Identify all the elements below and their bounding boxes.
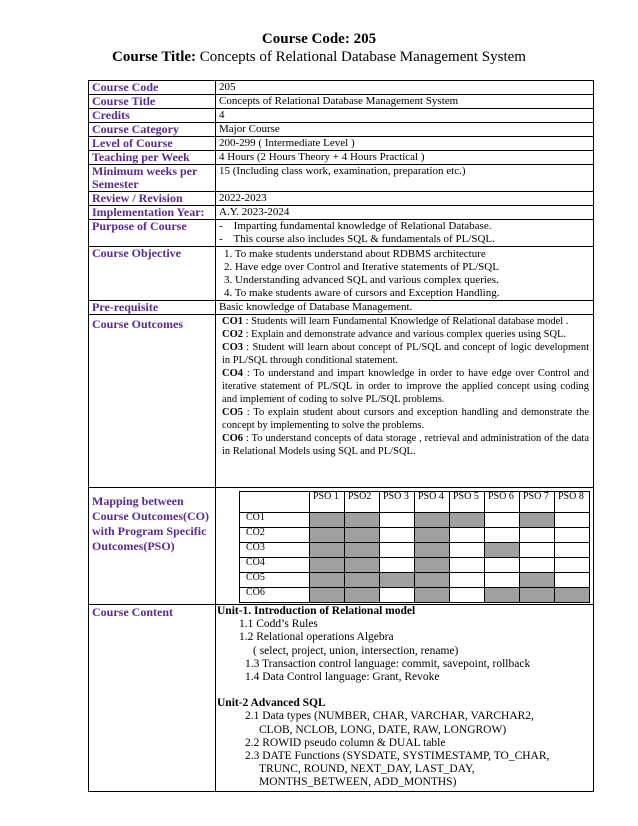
course-code-heading: Course Code: 205 [261,31,377,47]
table-row [89,137,594,151]
objective-item: 2. Have edge over Control and Iterative statements of PL/SQL [224,261,499,273]
mapping-cell-empty [450,528,485,543]
unit1-item: 1.4 Data Control language: Grant, Revoke [245,671,440,684]
unit2-item: MONTHS_BETWEEN, ADD_MONTHS) [259,776,457,789]
mapping-row [240,528,590,543]
mapping-cell-mapped [555,588,590,603]
mapping-value [216,488,594,605]
co-row-label: CO3 [240,543,310,558]
mapping-cell-mapped [520,588,555,603]
course-code-label: Course Code [89,81,216,95]
mapping-cell-empty [485,513,520,528]
mapping-cell-mapped [345,558,380,573]
unit2-item: 2.2 ROWID pseudo column & DUAL table [245,736,446,749]
co-row-label: CO1 [240,513,310,528]
category-label: Course Category [89,123,216,137]
pso-header: PSO 3 [380,492,415,513]
objective-value [216,247,594,301]
outcome-item: CO4 : To understand and impart knowledge in order to have edge over Control and iterative statement of PL/SQL in order to improve the applied concept using coding and implement of coding to solve PL/SQL problems. [222,368,589,405]
mapping-cell-empty [555,513,590,528]
outcomes-label: Course Outcomes [89,315,216,488]
mapping-cell-mapped [345,588,380,603]
mapping-cell-empty [520,558,555,573]
mapping-cell-mapped [310,558,345,573]
table-row [89,315,594,488]
prereq-label: Pre-requisite [89,301,216,315]
mapping-cell-mapped [415,543,450,558]
unit1-item: 1.1 Codd’s Rules [239,618,318,631]
category-value: Major Course [216,123,594,137]
review-label: Review / Revision [89,192,216,206]
table-row [89,165,594,192]
co-pso-mapping-table [239,491,590,603]
mapping-cell-mapped [485,588,520,603]
course-code-value: 205 [216,81,594,95]
table-row [89,123,594,137]
mapping-cell-mapped [415,588,450,603]
mapping-cell-empty [450,573,485,588]
unit1-item: 1.2 Relational operations Algebra [239,631,394,644]
mapping-cell-empty [450,588,485,603]
pso-header: PSO 1 [310,492,345,513]
mapping-cell-empty [555,543,590,558]
pso-header: PSO 5 [450,492,485,513]
mapping-cell-mapped [345,543,380,558]
co-row-label: CO2 [240,528,310,543]
unit2-item: TRUNC, ROUND, NEXT_DAY, LAST_DAY, [259,763,475,776]
unit1-item: ( select, project, union, intersection, rename) [253,644,459,657]
table-row [89,95,594,109]
mapping-row [240,558,590,573]
review-value: 2022-2023 [216,192,594,206]
mapping-row [240,543,590,558]
mapping-header-row [240,492,590,513]
content-label: Course Content [89,605,216,792]
unit2-title: Unit-2 Advanced SQL [217,697,326,710]
outcome-item: CO5 : To explain student about cursors and exception handling and demonstrate the concept by implementing to solve the problems. [222,407,589,431]
purpose-item: - This course also includes SQL & fundamentals of PL/SQL. [219,233,495,245]
outcome-item: CO6 : To understand concepts of data storage , retrieval and administration of the data in Relational Models using SQL and PL/SQL. [222,433,589,457]
purpose-item: - Imparting fundamental knowledge of Relational Database. [219,220,492,232]
table-row [89,206,594,220]
level-value: 200-299 ( Intermediate Level ) [216,137,594,151]
pso-header: PSO2 [345,492,380,513]
unit2-item: CLOB, NCLOB, LONG, DATE, RAW, LONGROW) [259,723,507,736]
mapping-cell-empty [450,543,485,558]
mapping-cell-empty [380,543,415,558]
mapping-cell-mapped [485,543,520,558]
mapping-cell-mapped [520,573,555,588]
mapping-cell-mapped [345,528,380,543]
mapping-corner-cell [240,492,310,513]
unit2-item: 2.1 Data types (NUMBER, CHAR, VARCHAR, VARCHAR2, [245,710,534,723]
mapping-cell-mapped [415,573,450,588]
outcome-item: CO1 : Students will learn Fundamental Knowledge of Relational database model . [222,316,569,327]
spacer [217,684,590,697]
weeks-label: Minimum weeks per Semester [89,165,216,192]
mapping-cell-empty [485,558,520,573]
weeks-value: 15 (Including class work, examination, preparation etc.) [216,165,594,192]
outcomes-value [216,315,594,488]
mapping-cell-mapped [415,513,450,528]
mapping-cell-mapped [450,513,485,528]
table-row [89,109,594,123]
mapping-cell-empty [555,528,590,543]
objective-label: Course Objective [89,247,216,301]
mapping-cell-mapped [415,528,450,543]
mapping-cell-empty [485,573,520,588]
co-row-label: CO6 [240,588,310,603]
unit1-item: 1.3 Transaction control language: commit, savepoint, rollback [245,657,531,670]
objective-item: 3. Understanding advanced SQL and various complex queries. [224,274,499,286]
mapping-row [240,573,590,588]
mapping-cell-empty [520,528,555,543]
unit2-item: 2.3 DATE Functions (SYSDATE, SYSTIMESTAMP, TO_CHAR, [245,750,550,763]
credits-value: 4 [216,109,594,123]
course-title-value: Concepts of Relational Database Management System [216,95,594,109]
mapping-cell-empty [555,573,590,588]
mapping-cell-empty [555,558,590,573]
mapping-label: Mapping between Course Outcomes(CO) with Program Specific Outcomes(PSO) [89,488,216,605]
pso-header: PSO 7 [520,492,555,513]
mapping-row [240,588,590,603]
table-row [89,605,594,792]
content-value [216,605,594,792]
pso-header: PSO 8 [555,492,590,513]
co-row-label: CO5 [240,573,310,588]
unit1-title: Unit-1. Introduction of Relational model [217,605,416,617]
table-row [89,301,594,315]
course-title-label: Course Title [89,95,216,109]
purpose-value [216,220,594,247]
mapping-cell-mapped [380,573,415,588]
mapping-row [240,513,590,528]
pso-header: PSO 4 [415,492,450,513]
table-row [89,220,594,247]
mapping-cell-empty [485,528,520,543]
co-row-label: CO4 [240,558,310,573]
mapping-cell-mapped [310,528,345,543]
mapping-cell-mapped [310,573,345,588]
mapping-cell-mapped [310,513,345,528]
course-details-table [88,80,594,792]
prereq-value: Basic knowledge of Database Management. [216,301,594,315]
table-row [89,247,594,301]
table-row [89,81,594,95]
mapping-cell-empty [380,513,415,528]
level-label: Level of Course [89,137,216,151]
table-row [89,151,594,165]
purpose-label: Purpose of Course [89,220,216,247]
mapping-cell-mapped [520,513,555,528]
mapping-cell-empty [380,528,415,543]
mapping-cell-empty [380,588,415,603]
teaching-value: 4 Hours (2 Hours Theory + 4 Hours Practical ) [216,151,594,165]
outcome-item: CO3 : Student will learn about concept of PL/SQL and concept of logic development in PL/SQL through conditional statement. [222,342,589,366]
mapping-cell-empty [520,543,555,558]
mapping-cell-mapped [310,588,345,603]
implementation-value: A.Y. 2023-2024 [216,206,594,220]
pso-header: PSO 6 [485,492,520,513]
mapping-cell-empty [380,558,415,573]
mapping-cell-mapped [345,513,380,528]
mapping-cell-mapped [345,573,380,588]
course-title-heading: Course Title: Concepts of Relational Database Management System [112,49,526,65]
teaching-label: Teaching per Week [89,151,216,165]
objective-item: 1. To make students understand about RDBMS architecture [224,248,486,260]
objective-item: 4. To make students aware of cursors and Exception Handling. [224,287,500,299]
table-row [89,488,594,605]
table-row [89,192,594,206]
implementation-label: Implementation Year: [89,206,216,220]
outcome-item: CO2 : Explain and demonstrate advance and various complex queries using SQL. [222,329,567,340]
mapping-cell-mapped [415,558,450,573]
mapping-cell-mapped [310,543,345,558]
mapping-cell-empty [450,558,485,573]
credits-label: Credits [89,109,216,123]
